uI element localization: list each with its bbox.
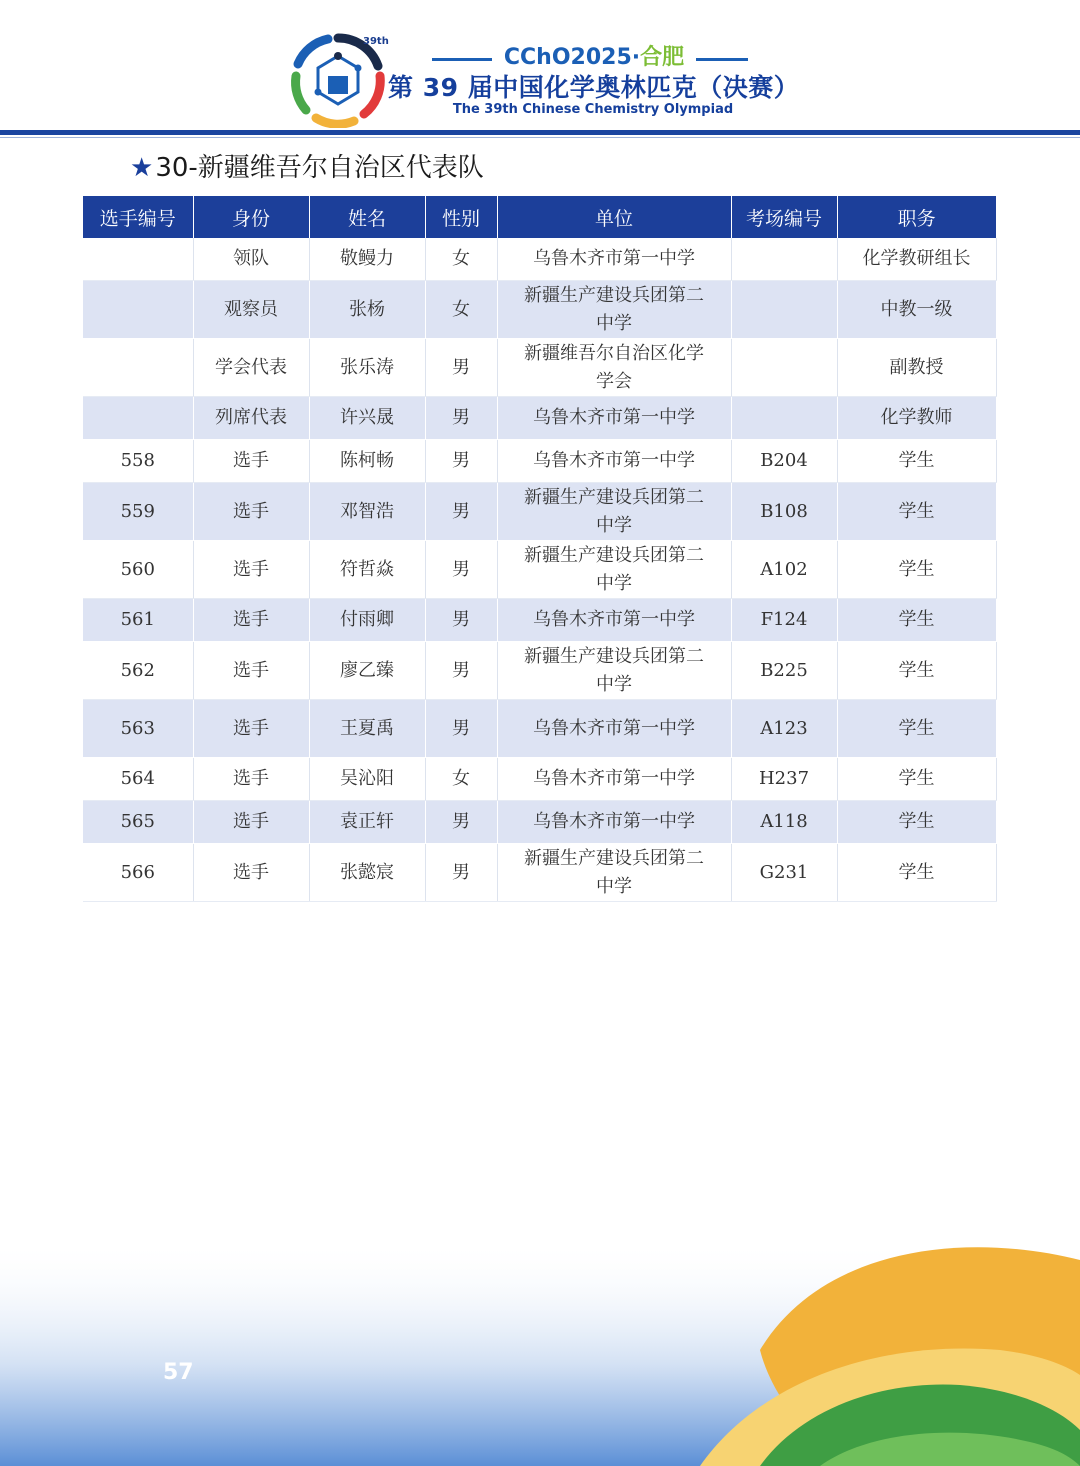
cell-gender: 男 <box>425 599 497 642</box>
table-row <box>83 238 996 281</box>
cell-name: 张乐涛 <box>309 339 425 397</box>
cell-unit-line2: 中学 <box>596 673 632 695</box>
cell-id <box>83 281 193 339</box>
table-row <box>83 339 996 397</box>
cell-unit <box>497 483 731 541</box>
cell-unit-line1: 新疆生产建设兵团第二 <box>524 284 704 306</box>
cell-position: 学生 <box>837 642 996 700</box>
cell-unit-line1: 新疆生产建设兵团第二 <box>524 645 704 667</box>
cell-unit <box>497 397 731 440</box>
cell-id: 561 <box>83 599 193 642</box>
cell-position: 化学教研组长 <box>837 238 996 281</box>
cell-id: 565 <box>83 801 193 844</box>
cell-gender: 男 <box>425 700 497 758</box>
cell-name: 袁正轩 <box>309 801 425 844</box>
table-row <box>83 801 996 844</box>
cell-role: 选手 <box>193 440 309 483</box>
brand-rule-right <box>696 58 748 61</box>
cell-name: 张杨 <box>309 281 425 339</box>
cell-gender: 男 <box>425 397 497 440</box>
cell-unit-line1: 新疆维吾尔自治区化学 <box>524 342 704 364</box>
cell-id: 564 <box>83 758 193 801</box>
cell-gender: 男 <box>425 339 497 397</box>
col-header-gender: 性别 <box>425 196 497 238</box>
cell-role: 选手 <box>193 599 309 642</box>
cell-room <box>731 238 837 281</box>
cell-role: 选手 <box>193 642 309 700</box>
table-row <box>83 700 996 758</box>
cell-unit-line2: 中学 <box>596 572 632 594</box>
cell-room: G231 <box>731 844 837 902</box>
cell-unit-line1: 乌鲁木齐市第一中学 <box>533 407 695 428</box>
star-icon: ★ <box>130 153 154 183</box>
table-row <box>83 397 996 440</box>
cell-unit-line1: 新疆生产建设兵团第二 <box>524 847 704 869</box>
cell-unit <box>497 541 731 599</box>
logo-superscript: 39th <box>363 36 389 47</box>
cell-unit-line1: 乌鲁木齐市第一中学 <box>533 450 695 471</box>
cell-room <box>731 339 837 397</box>
cell-unit <box>497 238 731 281</box>
table-header-row <box>83 196 996 238</box>
cell-id: 560 <box>83 541 193 599</box>
col-header-position: 职务 <box>837 196 996 238</box>
cell-role: 领队 <box>193 238 309 281</box>
cell-room: B225 <box>731 642 837 700</box>
col-header-unit: 单位 <box>497 196 731 238</box>
cell-gender: 男 <box>425 541 497 599</box>
cell-name: 吴沁阳 <box>309 758 425 801</box>
cell-id <box>83 339 193 397</box>
cell-room: F124 <box>731 599 837 642</box>
cell-gender: 女 <box>425 758 497 801</box>
cell-role: 选手 <box>193 844 309 902</box>
cell-room <box>731 281 837 339</box>
page-header <box>0 0 1080 138</box>
cell-name: 廖乙臻 <box>309 642 425 700</box>
cell-unit-line2: 中学 <box>596 312 632 334</box>
cell-name: 付雨卿 <box>309 599 425 642</box>
brand-code-text: CChO2025 <box>503 45 632 70</box>
cell-unit-line1: 乌鲁木齐市第一中学 <box>533 717 695 739</box>
cell-name: 邓智浩 <box>309 483 425 541</box>
team-title-text: 30-新疆维吾尔自治区代表队 <box>155 153 484 183</box>
table-row <box>83 599 996 642</box>
cell-position: 学生 <box>837 844 996 902</box>
table-row <box>83 642 996 700</box>
col-header-id: 选手编号 <box>83 196 193 238</box>
cell-room: A118 <box>731 801 837 844</box>
table-row <box>83 541 996 599</box>
cell-position: 副教授 <box>837 339 996 397</box>
cell-unit-line1: 乌鲁木齐市第一中学 <box>533 248 695 269</box>
cell-position: 化学教师 <box>837 397 996 440</box>
cell-name: 符哲焱 <box>309 541 425 599</box>
cell-unit-line1: 新疆生产建设兵团第二 <box>524 486 704 508</box>
cell-unit <box>497 642 731 700</box>
cell-gender: 男 <box>425 483 497 541</box>
cell-room: B108 <box>731 483 837 541</box>
cell-role: 观察员 <box>193 281 309 339</box>
brand-separator: · <box>631 45 641 70</box>
cell-unit <box>497 440 731 483</box>
cell-gender: 男 <box>425 801 497 844</box>
cell-gender: 女 <box>425 238 497 281</box>
brand-code <box>494 40 694 71</box>
cell-gender: 男 <box>425 440 497 483</box>
col-header-room: 考场编号 <box>731 196 837 238</box>
cell-unit <box>497 801 731 844</box>
cell-name: 许兴晟 <box>309 397 425 440</box>
cell-position: 学生 <box>837 483 996 541</box>
cell-unit <box>497 700 731 758</box>
cell-id: 562 <box>83 642 193 700</box>
col-header-name: 姓名 <box>309 196 425 238</box>
cell-unit-line1: 乌鲁木齐市第一中学 <box>533 811 695 832</box>
table-row <box>83 281 996 339</box>
cell-role: 选手 <box>193 700 309 758</box>
page-number: 57 <box>163 1360 194 1385</box>
cell-room: B204 <box>731 440 837 483</box>
cell-id <box>83 238 193 281</box>
cell-role: 选手 <box>193 483 309 541</box>
cell-id: 558 <box>83 440 193 483</box>
brand-rule-left <box>432 58 492 61</box>
olympiad-title-en: The 39th Chinese Chemistry Olympiad <box>452 102 734 117</box>
cell-gender: 女 <box>425 281 497 339</box>
cell-position: 学生 <box>837 801 996 844</box>
cell-room: A123 <box>731 700 837 758</box>
table-row <box>83 440 996 483</box>
cell-room: H237 <box>731 758 837 801</box>
cell-unit <box>497 599 731 642</box>
table-row <box>83 483 996 541</box>
header-divider-thin <box>0 137 1080 138</box>
cell-unit <box>497 758 731 801</box>
cell-unit-line2: 中学 <box>596 514 632 536</box>
cell-gender: 男 <box>425 844 497 902</box>
header-divider <box>0 130 1080 135</box>
cell-id <box>83 397 193 440</box>
cell-name: 敬鳗力 <box>309 238 425 281</box>
col-header-role: 身份 <box>193 196 309 238</box>
cell-id: 559 <box>83 483 193 541</box>
cell-role: 学会代表 <box>193 339 309 397</box>
cell-unit-line1: 新疆生产建设兵团第二 <box>524 544 704 566</box>
cell-unit-line2: 学会 <box>596 370 632 392</box>
cell-room: A102 <box>731 541 837 599</box>
cell-unit-line1: 乌鲁木齐市第一中学 <box>533 768 695 789</box>
cell-unit <box>497 281 731 339</box>
cell-unit <box>497 339 731 397</box>
footer-wave-decoration <box>0 1180 1080 1466</box>
cell-name: 陈柯畅 <box>309 440 425 483</box>
cell-position: 学生 <box>837 440 996 483</box>
cell-unit-line2: 中学 <box>596 875 632 897</box>
cell-unit <box>497 844 731 902</box>
cell-role: 选手 <box>193 758 309 801</box>
cell-position: 学生 <box>837 700 996 758</box>
cell-role: 列席代表 <box>193 397 309 440</box>
table-row <box>83 844 996 902</box>
cell-name: 张懿宸 <box>309 844 425 902</box>
team-title <box>130 148 484 188</box>
olympiad-title-cn: 第 39 届中国化学奥林匹克（决赛） <box>388 73 800 102</box>
cell-id: 563 <box>83 700 193 758</box>
cell-position: 学生 <box>837 599 996 642</box>
cell-position: 学生 <box>837 758 996 801</box>
cell-unit-line1: 乌鲁木齐市第一中学 <box>533 609 695 630</box>
cell-gender: 男 <box>425 642 497 700</box>
cell-id: 566 <box>83 844 193 902</box>
cell-position: 中教一级 <box>837 281 996 339</box>
cell-role: 选手 <box>193 801 309 844</box>
cell-name: 王夏禹 <box>309 700 425 758</box>
brand-city: 合肥 <box>640 45 685 70</box>
cell-role: 选手 <box>193 541 309 599</box>
cell-position: 学生 <box>837 541 996 599</box>
team-roster-table <box>83 196 997 902</box>
table-row <box>83 758 996 801</box>
cell-room <box>731 397 837 440</box>
